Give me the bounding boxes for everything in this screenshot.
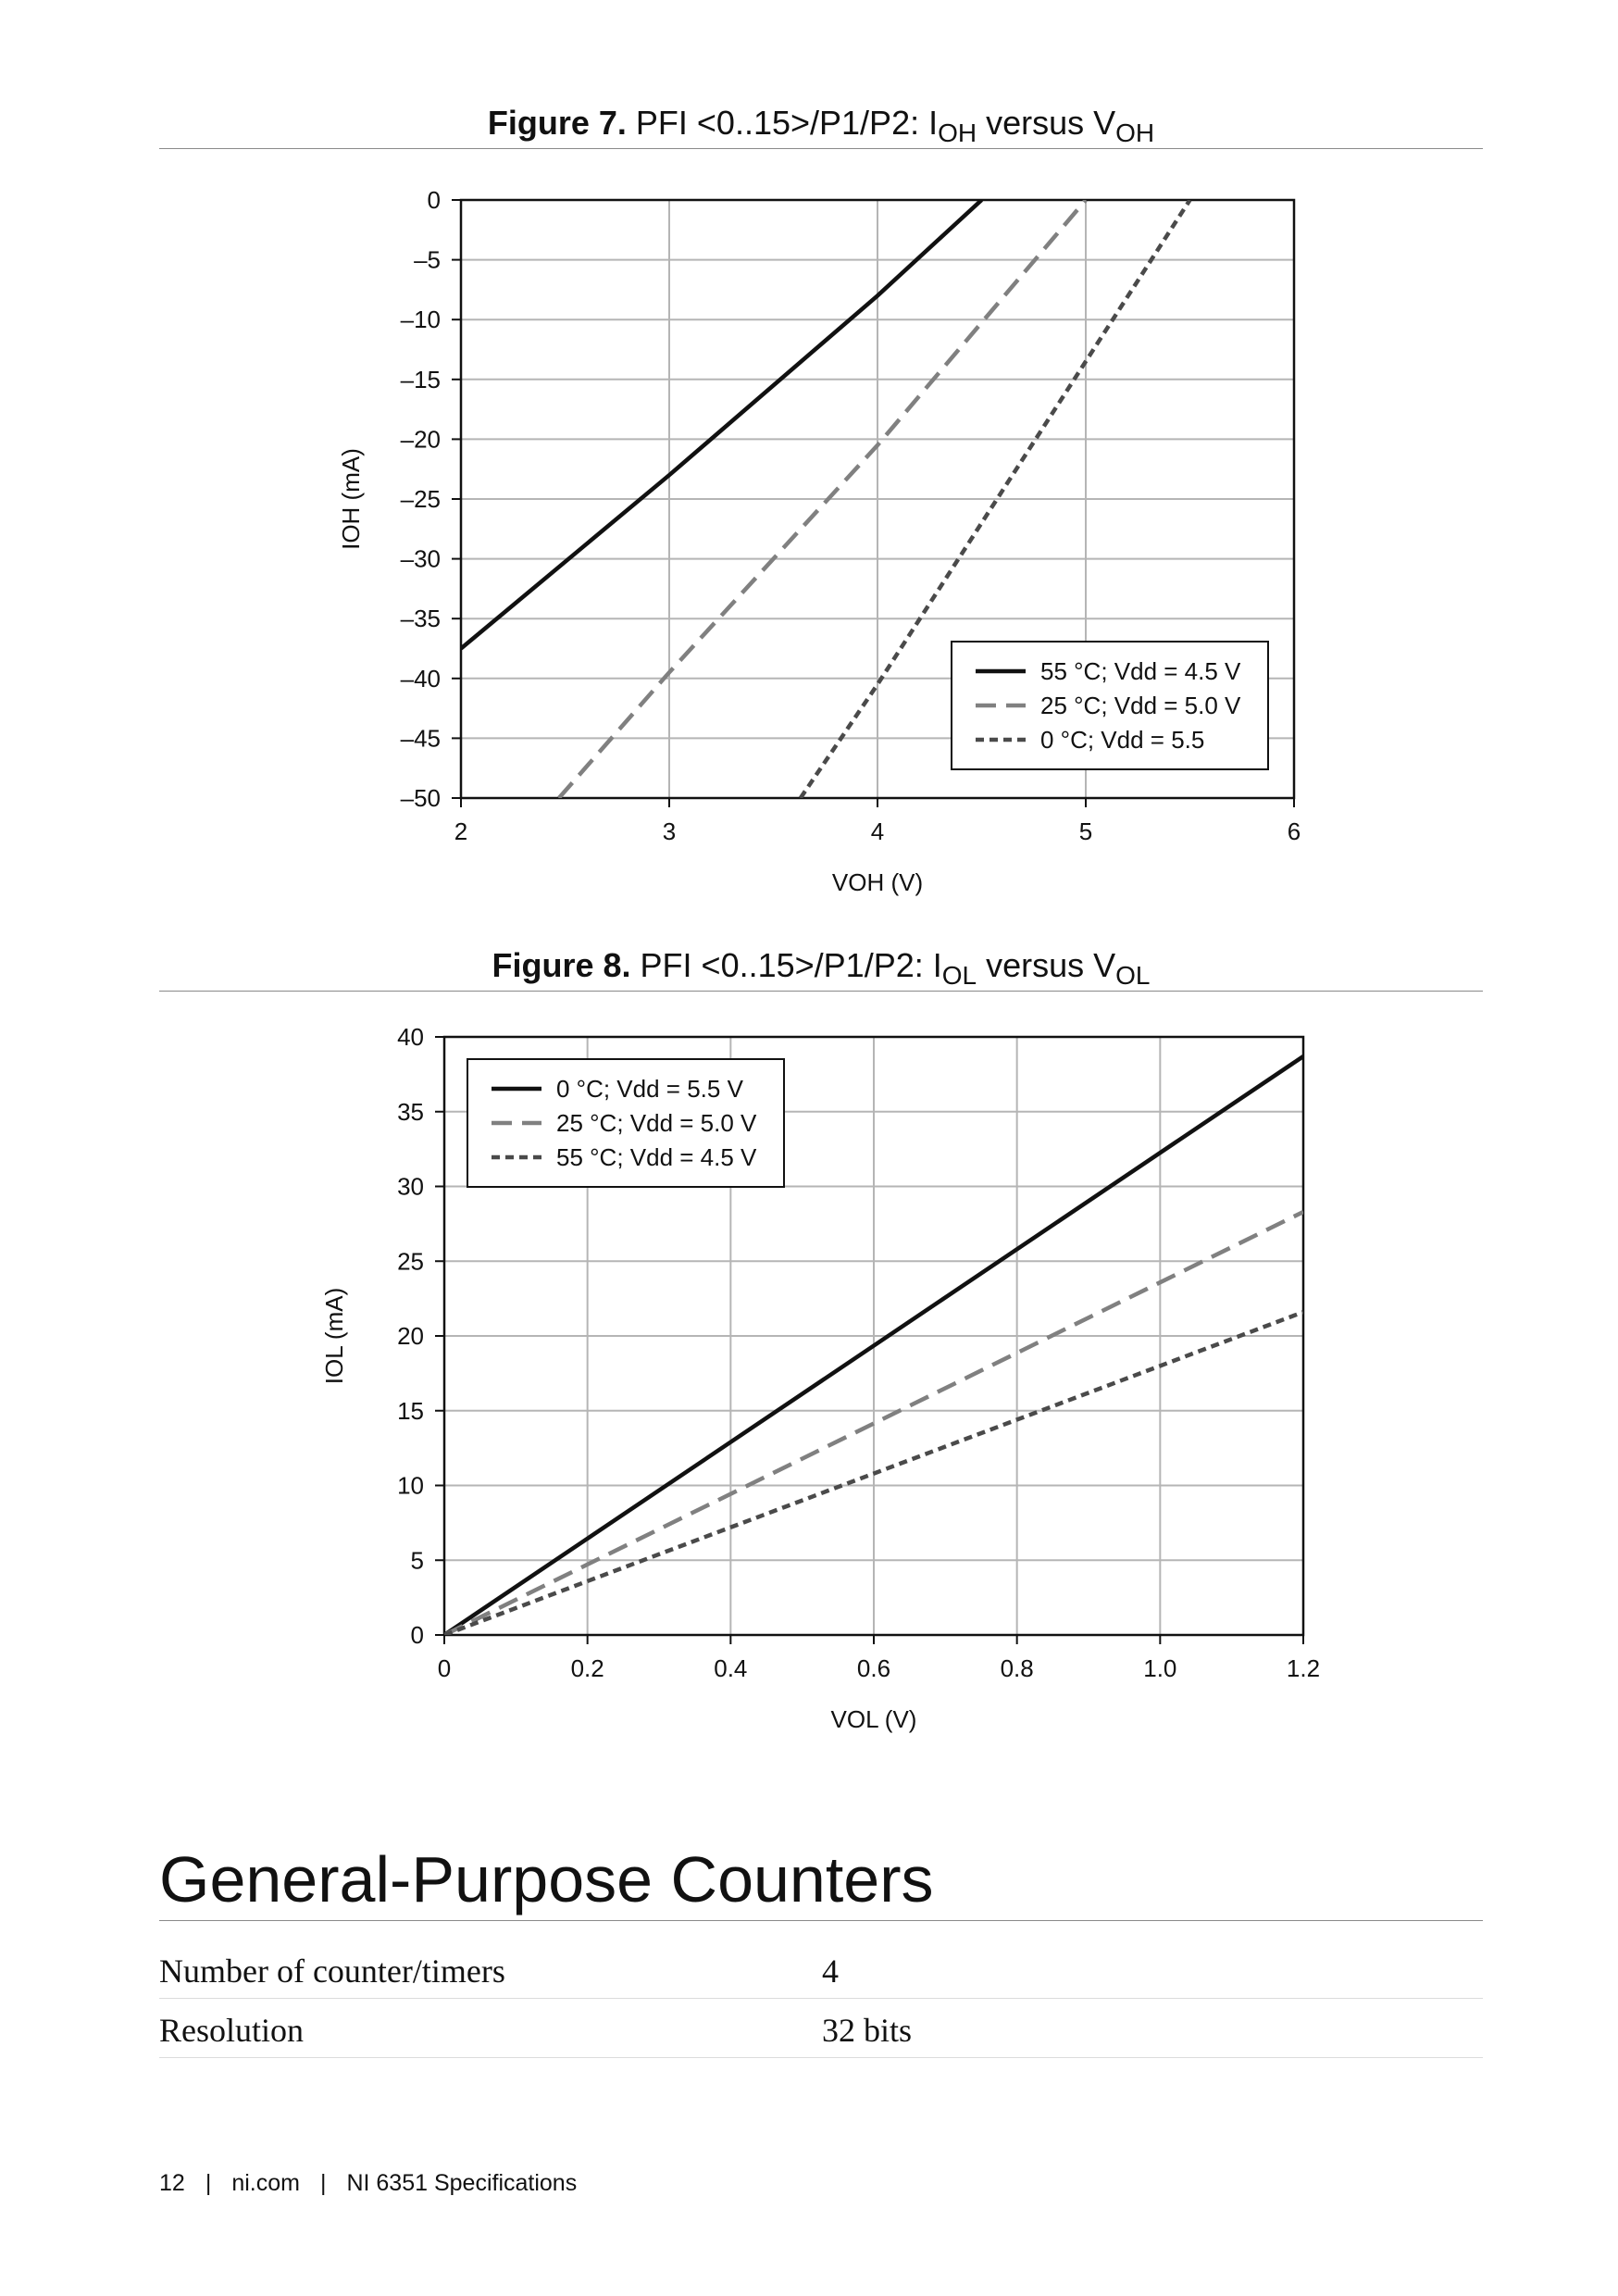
x-tick-label: 6 bbox=[1287, 817, 1301, 845]
y-tick-label: –20 bbox=[400, 425, 441, 454]
legend-label: 55 °C; Vdd = 4.5 V bbox=[556, 1143, 757, 1171]
spec-label: Number of counter/timers bbox=[159, 1953, 505, 1990]
x-tick-label: 2 bbox=[454, 817, 468, 845]
footer-doc-title: NI 6351 Specifications bbox=[346, 2170, 578, 2196]
y-tick-label: 10 bbox=[397, 1471, 424, 1500]
chart-ioh-vs-voh bbox=[0, 167, 1618, 907]
figure-8-sub-b: OL bbox=[1115, 961, 1151, 990]
section-heading: General-Purpose Counters bbox=[159, 1842, 1483, 1921]
legend-label: 55 °C; Vdd = 4.5 V bbox=[1040, 657, 1241, 685]
figure-7-title-a: PFI <0..15>/P1/P2: I bbox=[626, 104, 939, 142]
y-tick-label: 20 bbox=[397, 1322, 424, 1350]
figure-8-caption bbox=[159, 946, 1483, 992]
x-axis-label: VOL (V) bbox=[830, 1705, 917, 1733]
x-tick-label: 0.6 bbox=[856, 1654, 891, 1682]
figure-8-label: Figure 8. bbox=[492, 946, 631, 984]
spec-row-resolution bbox=[159, 2000, 1483, 2058]
y-tick-label: –40 bbox=[400, 664, 441, 693]
x-axis-label: VOH (V) bbox=[831, 868, 924, 896]
figure-8-sub-a: OL bbox=[941, 961, 977, 990]
x-tick-label: 0.8 bbox=[1000, 1654, 1034, 1682]
spec-row-counters bbox=[159, 1940, 1483, 1999]
x-tick-label: 0.4 bbox=[714, 1654, 748, 1682]
y-tick-label: 40 bbox=[397, 1023, 424, 1051]
y-tick-label: 0 bbox=[427, 186, 441, 214]
chart-iol-vs-vol bbox=[0, 1009, 1618, 1750]
y-tick-label: 0 bbox=[410, 1621, 424, 1649]
y-axis-label: IOH (mA) bbox=[337, 448, 365, 550]
figure-7-sub-b: OH bbox=[1115, 119, 1155, 147]
legend-label: 25 °C; Vdd = 5.0 V bbox=[556, 1109, 757, 1137]
legend-label: 0 °C; Vdd = 5.5 V bbox=[556, 1075, 743, 1103]
legend-label: 25 °C; Vdd = 5.0 V bbox=[1040, 692, 1241, 719]
series-line bbox=[461, 200, 982, 649]
spec-value: 32 bits bbox=[822, 2012, 913, 2049]
x-tick-label: 0.2 bbox=[570, 1654, 604, 1682]
y-tick-label: –50 bbox=[400, 784, 441, 812]
y-axis-label: IOL (mA) bbox=[320, 1287, 348, 1385]
y-tick-label: –5 bbox=[414, 245, 441, 274]
x-tick-label: 0 bbox=[437, 1654, 452, 1682]
figure-7-caption bbox=[159, 104, 1483, 149]
y-tick-label: –30 bbox=[400, 544, 441, 573]
legend-label: 0 °C; Vdd = 5.5 bbox=[1040, 726, 1205, 754]
y-tick-label: 35 bbox=[397, 1097, 424, 1126]
x-tick-label: 1.0 bbox=[1143, 1654, 1177, 1682]
figure-7-sub-a: OH bbox=[938, 119, 977, 147]
x-tick-label: 5 bbox=[1078, 817, 1093, 845]
page-number: 12 bbox=[159, 2170, 185, 2196]
y-tick-label: 15 bbox=[397, 1396, 424, 1425]
spec-label: Resolution bbox=[159, 2012, 305, 2049]
spec-value: 4 bbox=[822, 1953, 839, 1990]
y-tick-label: 30 bbox=[397, 1172, 424, 1201]
y-tick-label: –25 bbox=[400, 485, 441, 513]
figure-7-label: Figure 7. bbox=[487, 104, 627, 142]
y-tick-label: –45 bbox=[400, 724, 441, 753]
legend bbox=[952, 642, 1268, 769]
x-tick-label: 4 bbox=[870, 817, 885, 845]
figure-7-title-b: versus V bbox=[977, 104, 1116, 142]
figure-8-title-a: PFI <0..15>/P1/P2: I bbox=[630, 946, 942, 984]
y-tick-label: 5 bbox=[410, 1546, 424, 1575]
figure-8-title-b: versus V bbox=[977, 946, 1116, 984]
legend bbox=[467, 1059, 784, 1187]
page-footer: 12 | ni.com | NI 6351 Specifications bbox=[159, 2170, 578, 2196]
y-tick-label: –15 bbox=[400, 365, 441, 393]
x-tick-label: 1.2 bbox=[1286, 1654, 1321, 1682]
y-tick-label: –35 bbox=[400, 605, 441, 633]
footer-link[interactable]: ni.com bbox=[231, 2170, 300, 2196]
x-tick-label: 3 bbox=[662, 817, 677, 845]
y-tick-label: 25 bbox=[397, 1247, 424, 1276]
y-tick-label: –10 bbox=[400, 306, 441, 334]
